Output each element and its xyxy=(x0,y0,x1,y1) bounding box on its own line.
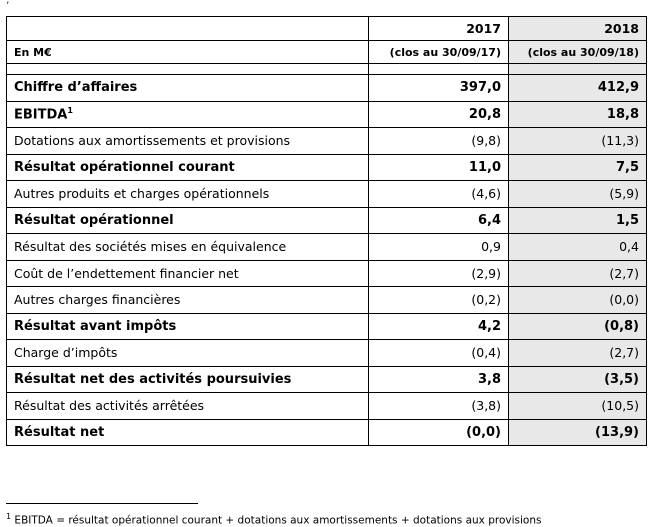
row-label xyxy=(7,75,369,102)
value-2017: 11,0 xyxy=(369,154,509,181)
value-2018: (3,5) xyxy=(509,366,647,393)
value-2018: (0,0) xyxy=(509,287,647,314)
table-row xyxy=(7,234,647,261)
row-label xyxy=(7,207,369,234)
table-row xyxy=(7,207,647,234)
table-row xyxy=(7,393,647,420)
row-label-text: Résultat des sociétés mises en équivalence xyxy=(14,239,287,255)
footnote-text: EBITDA = résultat opérationnel courant + dotations aux amortissements + dotations aux provisions xyxy=(11,514,542,527)
row-label xyxy=(7,128,369,155)
value-2018: 412,9 xyxy=(509,75,647,102)
value-2017: 3,8 xyxy=(369,366,509,393)
table-row xyxy=(7,287,647,314)
row-label-text: Résultat avant impôts xyxy=(14,318,177,334)
row-label-text: Autres charges financières xyxy=(14,292,181,308)
year-2018-header: 2018 xyxy=(509,17,647,41)
spacer-row xyxy=(7,64,647,75)
row-label-text: Dotations aux amortissements et provisions xyxy=(14,133,291,149)
table-row xyxy=(7,366,647,393)
row-label xyxy=(7,313,369,340)
row-label-text: Charge d’impôts xyxy=(14,345,118,361)
spacer-cell xyxy=(369,64,509,75)
row-label xyxy=(7,181,369,208)
value-2018: 18,8 xyxy=(509,101,647,128)
value-2018: 1,5 xyxy=(509,207,647,234)
row-label-text: Résultat opérationnel xyxy=(14,212,174,228)
row-label-text: EBITDA xyxy=(14,107,68,123)
row-label-text: Coût de l’endettement financier net xyxy=(14,265,239,281)
table-row xyxy=(7,340,647,367)
row-label-text: Résultat des activités arrêtées xyxy=(14,398,205,414)
header-empty-cell xyxy=(7,17,369,41)
period-2018-label: (clos au 30/09/18) xyxy=(509,41,647,64)
value-2017: (0,4) xyxy=(369,340,509,367)
table-row xyxy=(7,101,647,128)
cropped-text-fragment xyxy=(6,0,10,6)
footnote-divider xyxy=(6,503,198,504)
table-row xyxy=(7,181,647,208)
value-2017: (4,6) xyxy=(369,181,509,208)
table-row xyxy=(7,154,647,181)
row-label-text: Résultat net des activités poursuivies xyxy=(14,371,292,387)
row-label xyxy=(7,287,369,314)
year-2017-header: 2017 xyxy=(369,17,509,41)
period-2017-label: (clos au 30/09/17) xyxy=(369,41,509,64)
footnote-reference: 1 xyxy=(67,106,73,116)
row-label-text: Résultat opérationnel courant xyxy=(14,159,235,175)
value-2017: (9,8) xyxy=(369,128,509,155)
footnote-marker: 1 xyxy=(6,512,12,521)
value-2018: 0,4 xyxy=(509,234,647,261)
row-label xyxy=(7,419,369,446)
value-2017: (0,0) xyxy=(369,419,509,446)
value-2018: (0,8) xyxy=(509,313,647,340)
footnote xyxy=(6,512,541,527)
table-row xyxy=(7,260,647,287)
value-2017: 4,2 xyxy=(369,313,509,340)
value-2018: (2,7) xyxy=(509,340,647,367)
value-2017: 20,8 xyxy=(369,101,509,128)
row-label xyxy=(7,366,369,393)
row-label xyxy=(7,260,369,287)
row-label xyxy=(7,340,369,367)
row-label xyxy=(7,101,369,128)
row-label xyxy=(7,234,369,261)
value-2018: (10,5) xyxy=(509,393,647,420)
value-2017: 6,4 xyxy=(369,207,509,234)
table-row xyxy=(7,313,647,340)
spacer-cell xyxy=(7,64,369,75)
row-label-text: Chiffre d’affaires xyxy=(14,80,138,96)
value-2018: (2,7) xyxy=(509,260,647,287)
period-header-row xyxy=(7,41,647,64)
value-2018: (13,9) xyxy=(509,419,647,446)
value-2017: (0,2) xyxy=(369,287,509,314)
table-row xyxy=(7,75,647,102)
value-2018: (11,3) xyxy=(509,128,647,155)
spacer-cell xyxy=(509,64,647,75)
row-label-text: Autres produits et charges opérationnels xyxy=(14,186,270,202)
income-statement-table xyxy=(6,16,647,446)
table-row xyxy=(7,128,647,155)
table-row xyxy=(7,419,647,446)
row-label xyxy=(7,393,369,420)
value-2017: (2,9) xyxy=(369,260,509,287)
value-2018: (5,9) xyxy=(509,181,647,208)
row-label xyxy=(7,154,369,181)
value-2017: (3,8) xyxy=(369,393,509,420)
value-2017: 397,0 xyxy=(369,75,509,102)
year-header-row xyxy=(7,17,647,41)
value-2018: 7,5 xyxy=(509,154,647,181)
unit-label: En M€ xyxy=(7,41,369,64)
value-2017: 0,9 xyxy=(369,234,509,261)
row-label-text: Résultat net xyxy=(14,424,105,440)
